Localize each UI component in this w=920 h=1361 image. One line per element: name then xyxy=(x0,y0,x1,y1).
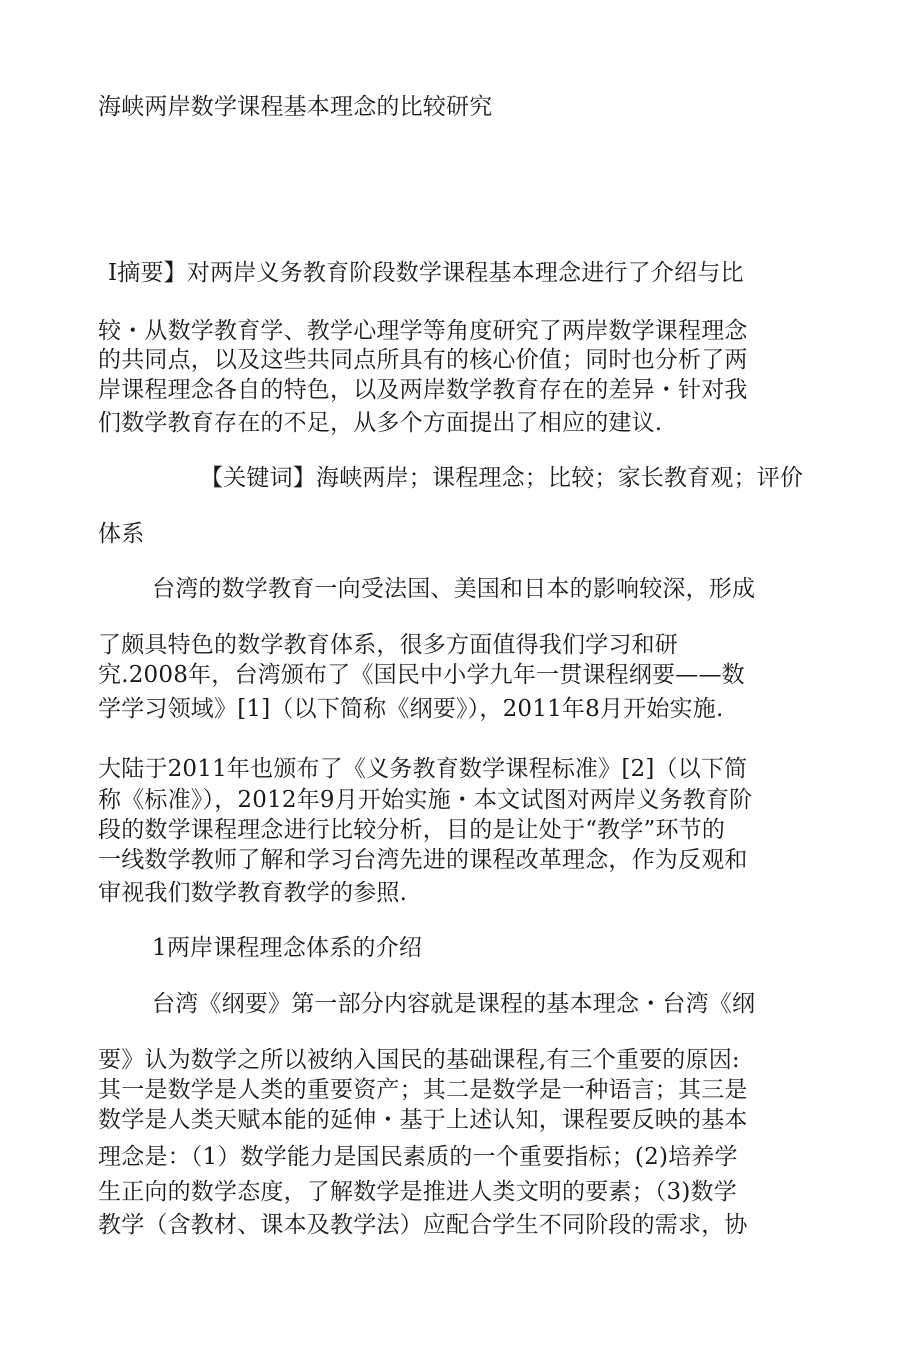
paragraph-line: 要》认为数学之所以被纳入国民的基础课程,有三个重要的原因: xyxy=(98,1047,740,1073)
paragraph-line: 数学是人类天赋本能的延伸・基于上述认知，课程要反映的基本 xyxy=(98,1107,748,1133)
paragraph-line: 学学习领域》[1]（以下简称《纲要》），2011年8月开始实施. xyxy=(98,696,724,722)
paragraph-line: 大陆于2011年也颁布了《义务教育数学课程标准》[2]（以下简 xyxy=(98,756,748,782)
paragraph-line: 其一是数学是人类的重要资产；其二是数学是一种语言；其三是 xyxy=(98,1077,748,1103)
abstract-line: 较・从数学教育学、教学心理学等角度研究了两岸数学课程理念 xyxy=(98,318,748,344)
paragraph-line: 教学（含教材、课本及教学法）应配合学生不同阶段的需求，协 xyxy=(98,1212,748,1238)
paragraph-line: 了颇具特色的数学教育体系，很多方面值得我们学习和研 xyxy=(98,632,678,658)
abstract-line: 的共同点，以及这些共同点所具有的核心价值；同时也分析了两 xyxy=(98,347,748,373)
paragraph-line: 一线数学教师了解和学习台湾先进的课程改革理念，作为反观和 xyxy=(98,847,748,873)
keywords-line: 【关键词】海峡两岸；课程理念；比较；家长教育观；评价 xyxy=(200,465,804,491)
paragraph-line: 段的数学课程理念进行比较分析，目的是让处于“教学”环节的 xyxy=(98,817,726,843)
paragraph-line: 称《标准》），2012年9月开始实施・本文试图对两岸义务教育阶 xyxy=(98,787,753,813)
keywords-line: 体系 xyxy=(98,521,145,547)
document-title: 海峡两岸数学课程基本理念的比较研究 xyxy=(98,94,493,120)
paragraph-line: 台湾的数学教育一向受法国、美国和日本的影响较深，形成 xyxy=(152,576,756,602)
paragraph-line: 究.2008年，台湾颁布了《国民中小学九年一贯课程纲要——数 xyxy=(98,662,745,688)
paragraph-line: 审视我们数学教育教学的参照. xyxy=(98,880,408,906)
abstract-line: 们数学教育存在的不足，从多个方面提出了相应的建议. xyxy=(98,410,663,436)
abstract-line: 岸课程理念各自的特色，以及两岸数学教育存在的差异・针对我 xyxy=(98,377,748,403)
paragraph-line: 台湾《纲要》第一部分内容就是课程的基本理念・台湾《纲 xyxy=(152,991,756,1017)
paragraph-line: 生正向的数学态度，了解数学是推进人类文明的要素；（3)数学 xyxy=(98,1179,737,1205)
abstract-line: I摘要】对两岸义务教育阶段数学课程基本理念进行了介绍与比 xyxy=(108,260,744,286)
section-heading: 1两岸课程理念体系的介绍 xyxy=(152,935,423,961)
paragraph-line: 理念是：（1）数学能力是国民素质的一个重要指标；(2)培养学 xyxy=(98,1144,738,1170)
